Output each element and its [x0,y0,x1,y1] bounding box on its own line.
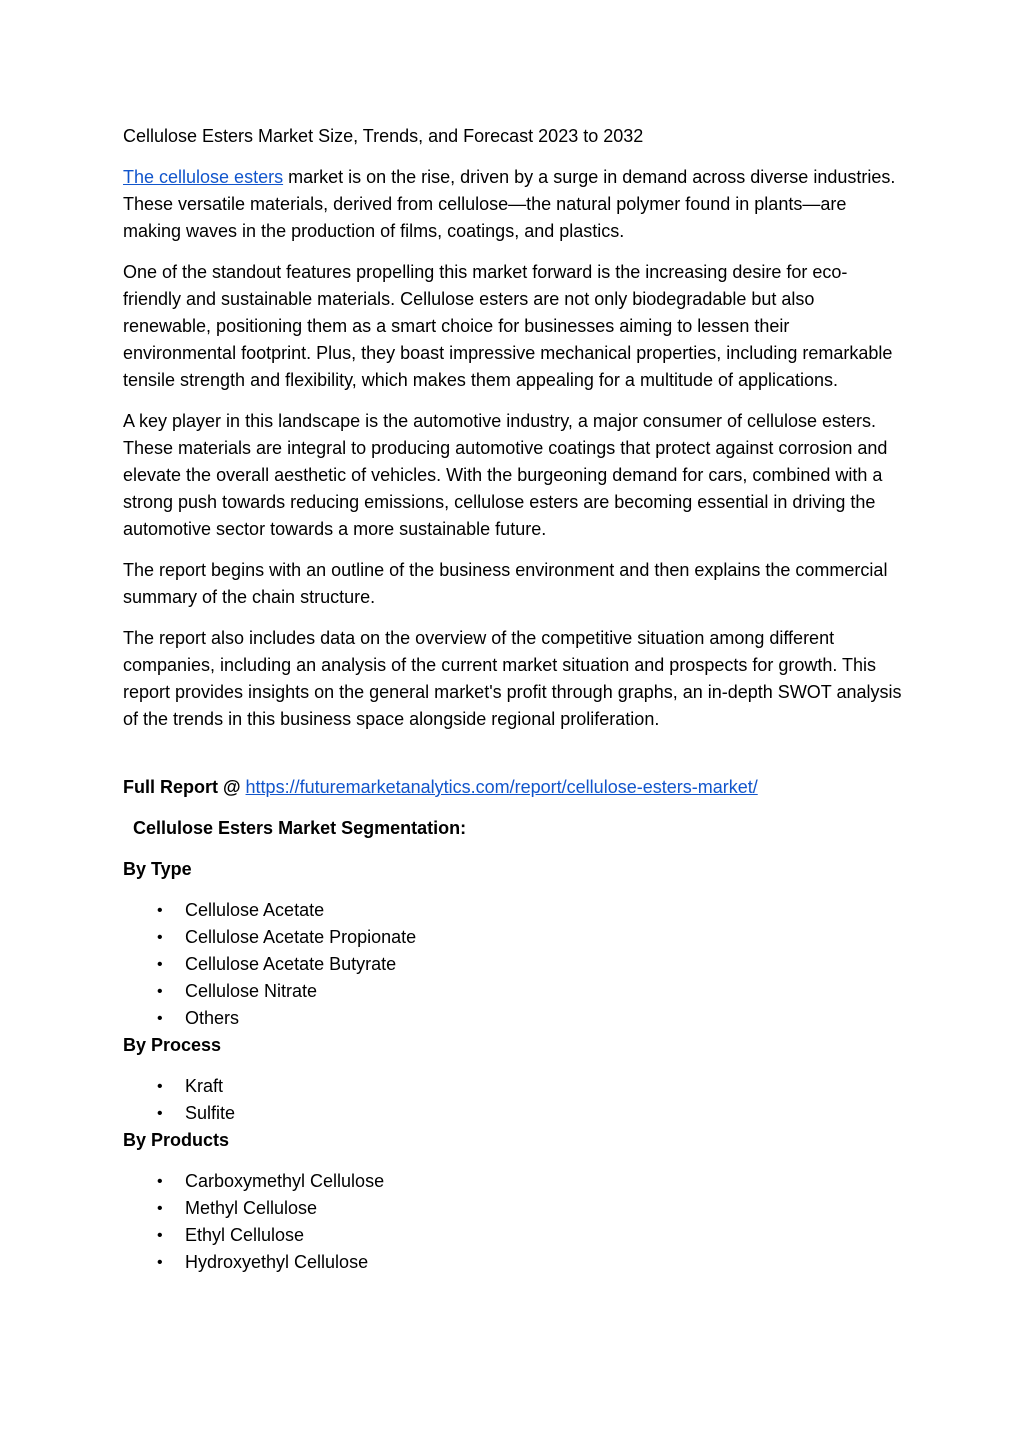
list-item [123,1100,903,1127]
group-heading-process: By Process [123,1035,222,1055]
cellulose-esters-link[interactable]: The cellulose esters [123,167,284,187]
group-heading-type: By Type [123,859,192,879]
list-item [123,1249,903,1276]
list-item-text: Kraft [185,1076,224,1096]
paragraph-report-overview: The report also includes data on the overview of the competitive situation among different companies, including an analysis of the current market situation and prospects for growth. This report provides insights on the general market's profit through graphs, an in-depth SWOT analysis of the trends in this business space alongside regional proliferation. [123,628,902,729]
list-item-text: Sulfite [185,1103,236,1123]
intro-text: market is on the rise, driven by a surge in demand across diverse industries. These versatile materials, derived from cellulose—the natural polymer found in plants—are making waves in the production of films, coatings, and plastics. [123,167,896,241]
paragraph-sustainability: One of the standout features propelling this market forward is the increasing desire for eco-friendly and sustainable materials. Cellulose esters are not only biodegradable but also renewable, positioning them as a smart choice for businesses aiming to lessen their environmental footprint. Plus, they boast impressive mechanical properties, including remarkable tensile strength and flexibility, which makes them appealing for a multitude of applications. [123,262,893,390]
bullet-icon: • [157,1173,163,1190]
bullet-icon: • [157,983,163,1000]
products-list [123,1168,903,1276]
document-title: Cellulose Esters Market Size, Trends, and Forecast 2023 to 2032 [123,126,644,146]
bullet-icon: • [157,1078,163,1095]
type-list [123,897,903,1032]
paragraph-automotive: A key player in this landscape is the automotive industry, a major consumer of cellulose esters. These materials are integral to producing automotive coatings that protect against corrosion and elevate the overall aesthetic of vehicles. With the burgeoning demand for cars, combined with a strong push towards reducing emissions, cellulose esters are becoming essential in driving the automotive sector towards a more sustainable future. [123,411,888,539]
bullet-icon: • [157,1227,163,1244]
paragraph-report-outline: The report begins with an outline of the business environment and then explains the commercial summary of the chain structure. [123,560,888,607]
list-item [123,1073,903,1100]
bullet-icon: • [157,956,163,973]
full-report-link[interactable]: https://futuremarketanalytics.com/report/cellulose-esters-market/ [245,777,758,797]
list-item-text: Cellulose Acetate [185,900,325,920]
bullet-icon: • [157,902,163,919]
list-item-text: Others [185,1008,240,1028]
full-report-line [123,774,903,801]
list-item-text: Cellulose Nitrate [185,981,318,1001]
bullet-icon: • [157,1010,163,1027]
full-report-label: Full Report @ [123,777,246,797]
list-item [123,978,903,1005]
list-item [123,951,903,978]
bullet-icon: • [157,1105,163,1122]
list-item-text: Hydroxyethyl Cellulose [185,1252,369,1272]
list-item-text: Cellulose Acetate Butyrate [185,954,397,974]
list-item [123,1222,903,1249]
list-item [123,897,903,924]
list-item-text: Ethyl Cellulose [185,1225,305,1245]
intro-paragraph [123,164,903,245]
list-item-text: Cellulose Acetate Propionate [185,927,417,947]
group-heading-products: By Products [123,1130,230,1150]
list-item-text: Carboxymethyl Cellulose [185,1171,385,1191]
bullet-icon: • [157,929,163,946]
process-list [123,1073,903,1127]
list-item [123,1195,903,1222]
document-page [123,123,903,1276]
list-item [123,1005,903,1032]
spacer [123,747,903,774]
list-item [123,924,903,951]
list-item-text: Methyl Cellulose [185,1198,318,1218]
bullet-icon: • [157,1254,163,1271]
segmentation-title: Cellulose Esters Market Segmentation: [133,818,467,838]
bullet-icon: • [157,1200,163,1217]
list-item [123,1168,903,1195]
